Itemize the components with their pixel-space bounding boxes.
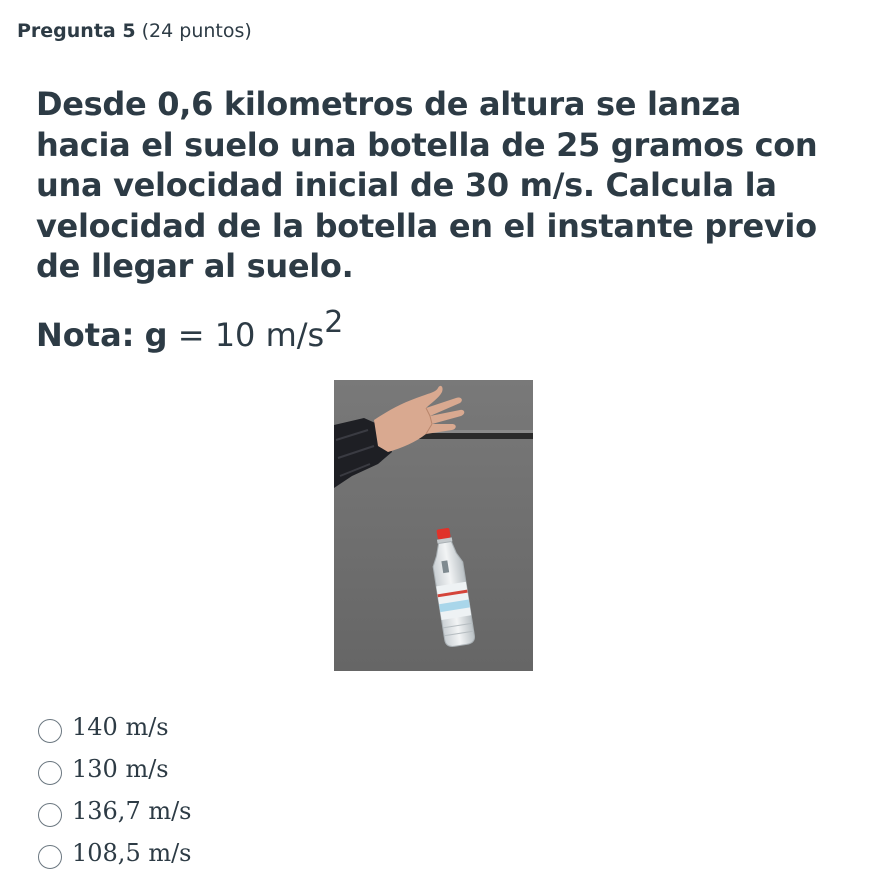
note-g: g [144, 316, 168, 354]
option-label[interactable]: 136,7 m/s [72, 797, 192, 825]
answer-options [38, 706, 192, 874]
option-1[interactable] [38, 706, 192, 748]
radio-button[interactable] [38, 761, 62, 785]
option-2[interactable] [38, 748, 192, 790]
option-label[interactable]: 108,5 m/s [72, 839, 192, 867]
option-4[interactable] [38, 832, 192, 874]
radio-button[interactable] [38, 719, 62, 743]
option-3[interactable] [38, 790, 192, 832]
note-label: Nota: [36, 316, 135, 354]
note-exponent: 2 [324, 305, 344, 341]
option-label[interactable]: 130 m/s [72, 755, 169, 783]
note-value: = 10 m/s [167, 316, 325, 354]
question-note [36, 305, 344, 360]
option-label[interactable]: 140 m/s [72, 713, 169, 741]
radio-button[interactable] [38, 845, 62, 869]
question-number: Pregunta 5 [17, 20, 136, 42]
question-points: (24 puntos) [141, 20, 252, 42]
bottle-drop-photo [334, 380, 533, 671]
radio-button[interactable] [38, 803, 62, 827]
question-text: Desde 0,6 kilometros de altura se lanza hacia el suelo una botella de 25 gramos con una velocidad inicial de 30 m/s. Calcula la velocidad de la botella en el instante previo de llegar al suelo. [36, 85, 818, 285]
question-header [17, 20, 252, 42]
